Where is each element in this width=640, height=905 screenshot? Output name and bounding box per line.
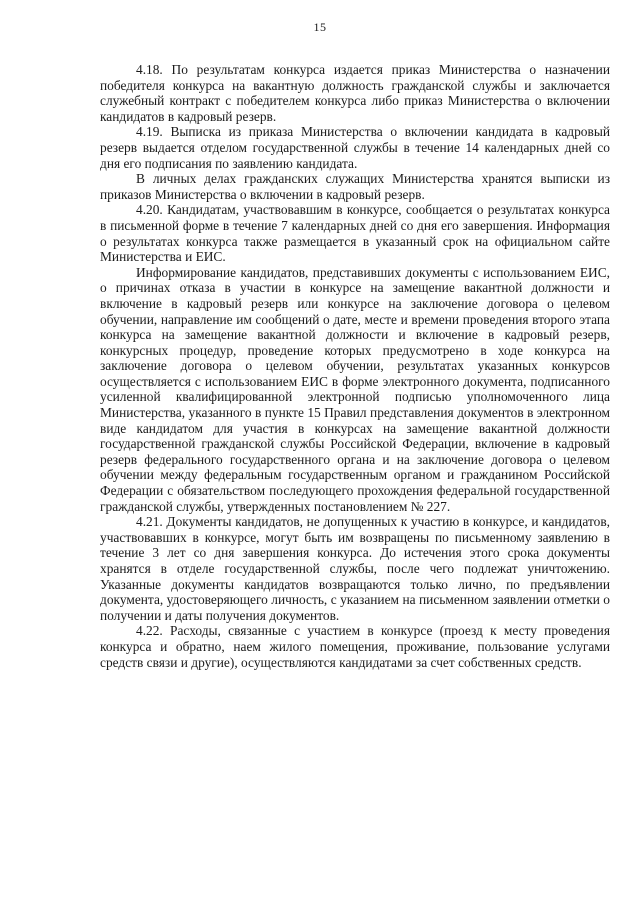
paragraph-4-21: 4.21. Документы кандидатов, не допущенных к участию в конкурсе, и кандидатов, участвовавших в конкурсе, могут быть им возвращены по письменному заявлению в течение 3 лет со дня завершения конкурса. До истечения этого срока документы хранятся в отделе государственной службы, после чего подлежат уничтожению. Указанные документы кандидатов возвращаются только лично, по предъявлении документа, удостоверяющего личность, с указанием на письменном заявлении отметки о получении и даты получения документов. xyxy=(100,514,610,623)
paragraph-personal-files: В личных делах гражданских служащих Министерства хранятся выписки из приказов Министерства о включении в кадровый резерв. xyxy=(100,171,610,202)
paragraph-4-22: 4.22. Расходы, связанные с участием в конкурсе (проезд к месту проведения конкурса и обратно, наем жилого помещения, проживание, пользование услугами средств связи и другие), осуществляются кандидатами за счет собственных средств. xyxy=(100,623,610,670)
document-body xyxy=(100,62,610,670)
paragraph-4-19: 4.19. Выписка из приказа Министерства о включении кандидата в кадровый резерв выдается отделом государственной службы в течение 14 календарных дней со дня его подписания по заявлению кандидата. xyxy=(100,124,610,171)
page-number: 15 xyxy=(313,20,327,34)
paragraph-4-20: 4.20. Кандидатам, участвовавшим в конкурсе, сообщается о результатах конкурса в письменной форме в течение 7 календарных дней со дня его завершения. Информация о результатах конкурса также размещается в указанный срок на официальном сайте Министерства и ЕИС. xyxy=(100,202,610,265)
paragraph-4-18: 4.18. По результатам конкурса издается приказ Министерства о назначении победителя конкурса на вакантную должность гражданской службы и заключается служебный контракт с победителем конкурса либо приказ Министерства о включении кандидатов в кадровый резерв. xyxy=(100,62,610,124)
paragraph-eis-informing: Информирование кандидатов, представивших документы с использованием ЕИС, о причинах отказа в участии в конкурсе на замещение вакантной должности и включение в кадровый резерв или конкурсе на заключение договора о целевом обучении, направление им сообщений о дате, месте и времени проведения второго этапа конкурса на замещение вакантной должности и включение в кадровый резерв, конкурсных процедур, проведение которых предусмотрено в ходе конкурса на заключение договора о целевом обучении, результатах указанных конкурсов осуществляется с использованием ЕИС в форме электронного документа, подписанного усиленной квалифицированной электронной подписью уполномоченного лица Министерства, указанного в пункте 15 Правил представления документов в электронном виде кандидатом для участия в конкурсах на замещение вакантной должности государственной гражданской службы Российской Федерации, включение в кадровый резерв федерального государственного органа и на заключение договора о целевом обучении между федеральным государственным органом и гражданином Российской Федерации с обязательством последующего прохождения федеральной государственной гражданской службы, утвержденных постановлением № 227. xyxy=(100,264,610,514)
